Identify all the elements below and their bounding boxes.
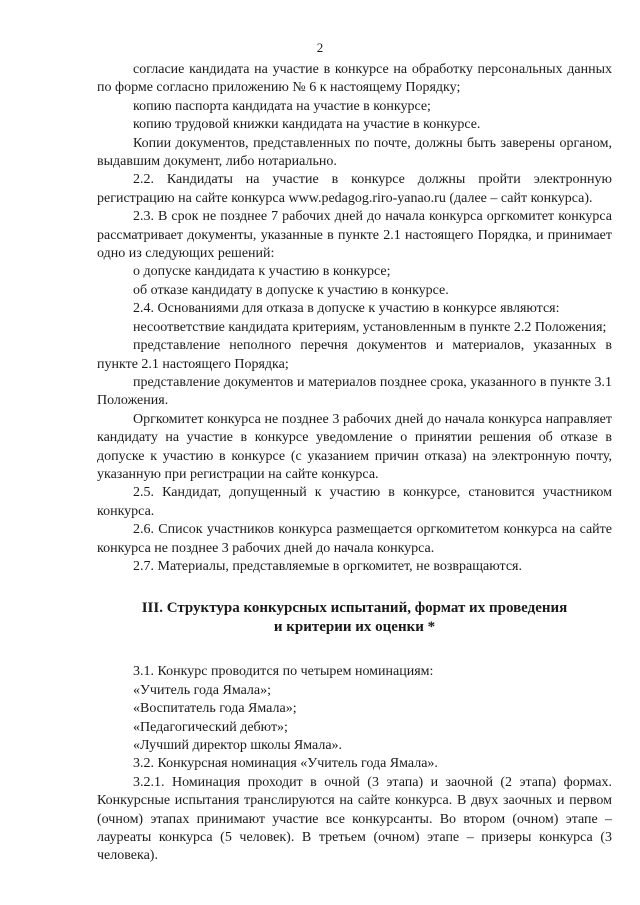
document-body xyxy=(97,61,612,866)
paragraph: представление неполного перечня документов и материалов, указанных в пункте 2.1 настоящего Порядка; xyxy=(97,338,612,372)
list-item: «Учитель года Ямала»; xyxy=(133,682,272,698)
paragraph: представление документов и материалов позднее срока, указанного в пункте 3.1 Положения. xyxy=(97,374,612,409)
paragraph: 2.6. Список участников конкурса размещается оргкомитетом конкурса на сайте конкурса не позднее 3 рабочих дней до начала конкурса. xyxy=(97,522,612,556)
paragraph: несоответствие кандидата критериям, установленным в пункте 2.2 Положения; xyxy=(133,319,607,335)
paragraph: 2.5. Кандидат, допущенный к участию в конкурсе, становится участником конкурса. xyxy=(97,485,612,519)
paragraph: 3.2.1. Номинация проходит в очной (3 этапа) и заочной (2 этапа) формах. Конкурсные испытания транслируются на сайте конкурса. В двух заочных и первом (очном) этапах принимают участие все конкурсанты. Во втором (очном) этапе – лауреаты конкурса (5 человек). В третьем (очном) этапе – призеры конкурса (3 человека). xyxy=(97,774,612,864)
paragraph: копию трудовой книжки кандидата на участие в конкурсе. xyxy=(133,117,481,133)
section-heading xyxy=(97,599,612,637)
paragraph: Копии документов, представленных по почте, должны быть заверены органом, выдавшим документ, либо нотариально. xyxy=(97,135,612,170)
paragraph: 2.7. Материалы, представляемые в оргкомитет, не возвращаются. xyxy=(133,558,522,574)
paragraph: согласие кандидата на участие в конкурсе на обработку персональных данных по форме согласно приложению № 6 к настоящему Порядку; xyxy=(97,62,612,96)
page-number: 2 xyxy=(316,40,324,55)
paragraph: 2.4. Основаниями для отказа в допуске к участию в конкурсе являются: xyxy=(133,301,560,317)
paragraph: Оргкомитет конкурса не позднее 3 рабочих дней до начала конкурса направляет кандидату на участие в конкурсе уведомление о принятии решения об отказе в допуске к участию в конкурсе (с указанием причин отказа) на электронную почту, указанную при регистрации на сайте конкурса. xyxy=(97,411,612,482)
paragraph: об отказе кандидату в допуске к участию в конкурсе. xyxy=(133,282,449,298)
section-heading-line: и критерии их оценки * xyxy=(273,619,436,636)
section-heading-line: III. Структура конкурсных испытаний, формат их проведения xyxy=(141,600,568,617)
paragraph: о допуске кандидата к участию в конкурсе; xyxy=(133,264,391,280)
paragraph: 3.1. Конкурс проводится по четырем номинациям: xyxy=(133,664,434,680)
paragraph: копию паспорта кандидата на участие в конкурсе; xyxy=(133,98,431,114)
list-item: «Педагогический дебют»; xyxy=(133,719,288,735)
paragraph: 3.2. Конкурсная номинация «Учитель года Ямала». xyxy=(133,756,438,772)
list-item: «Воспитатель года Ямала»; xyxy=(133,701,297,717)
paragraph: 2.2. Кандидаты на участие в конкурсе должны пройти электронную регистрацию на сайте конкурса www.pedagog.riro-yanao.ru (далее – сайт конкурса). xyxy=(97,172,612,206)
list-item: «Лучший директор школы Ямала». xyxy=(133,738,343,753)
paragraph: 2.3. В срок не позднее 7 рабочих дней до начала конкурса оргкомитет конкурса рассматривает документы, указанные в пункте 2.1 настоящего Порядка, и принимает одно из следующих решений: xyxy=(97,209,612,262)
